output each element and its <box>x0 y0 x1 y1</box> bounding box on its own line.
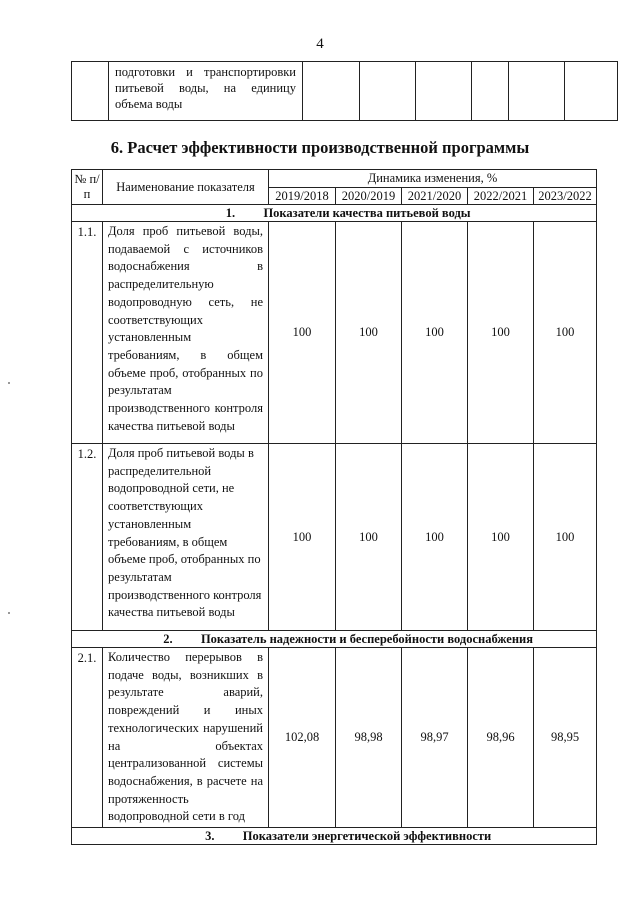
scan-mark <box>8 382 10 384</box>
continuation-value-cell <box>360 62 416 121</box>
row-value: 100 <box>402 444 468 631</box>
page-number: 4 <box>316 36 324 52</box>
header-period: 2019/2018 <box>269 188 336 205</box>
header-period: 2023/2022 <box>534 188 597 205</box>
row-value: 100 <box>402 222 468 444</box>
row-value: 100 <box>336 444 402 631</box>
section-title: 6. Расчет эффективности производственной программы <box>110 138 530 157</box>
scan-mark <box>8 612 10 614</box>
row-value: 98,97 <box>402 648 468 828</box>
row-number: 2.1. <box>72 648 103 828</box>
section-title-text: Показатель надежности и бесперебойности водоснабжения <box>200 632 534 646</box>
table-row <box>72 444 597 631</box>
header-period: 2022/2021 <box>468 188 534 205</box>
header-period: 2020/2019 <box>336 188 402 205</box>
row-value: 100 <box>468 444 534 631</box>
continuation-table <box>71 61 618 121</box>
section-header <box>72 631 597 648</box>
row-value: 100 <box>269 444 336 631</box>
section-title-text: Показатели энергетической эффективности <box>242 829 492 844</box>
row-value: 98,96 <box>468 648 534 828</box>
row-value: 102,08 <box>269 648 336 828</box>
section-header <box>72 205 597 222</box>
efficiency-table <box>71 169 597 845</box>
row-value: 100 <box>336 222 402 444</box>
section-number: 1. <box>225 206 236 220</box>
continuation-row <box>72 62 618 121</box>
header-period: 2021/2020 <box>402 188 468 205</box>
row-name: Доля проб питьевой воды в распределительной водопроводной сети, не соответствующих установленным требованиям, в общем объеме проб, отобранных по результатам производственного контроля качества питьевой воды <box>103 444 269 631</box>
continuation-text: подготовки и транспортировки питьевой воды, на единицу объема воды <box>115 65 296 111</box>
row-value: 100 <box>269 222 336 444</box>
section-number: 3. <box>205 829 215 844</box>
section-header-row <box>72 828 597 845</box>
row-name: Количество перерывов в подаче воды, возникших в результате аварий, повреждений и иных технологических нарушений на объектах централизованной системы водоснабжения, в расчете на протяженность водопроводной сети в год <box>103 648 269 828</box>
row-value: 100 <box>468 222 534 444</box>
header-name: Наименование показателя <box>103 170 269 205</box>
table-row <box>72 648 597 828</box>
section-number: 2. <box>163 632 173 646</box>
continuation-value-cell <box>303 62 360 121</box>
section-header-row <box>72 205 597 222</box>
header-dynamics: Динамика изменения, % <box>269 170 597 188</box>
row-value: 100 <box>534 222 597 444</box>
header-num: № п/п <box>72 170 103 205</box>
header-row <box>72 170 597 188</box>
continuation-value-cell <box>416 62 472 121</box>
continuation-value-cell <box>509 62 565 121</box>
row-value: 100 <box>534 444 597 631</box>
row-number: 1.1. <box>72 222 103 444</box>
row-value: 98,98 <box>336 648 402 828</box>
row-number: 1.2. <box>72 444 103 631</box>
section-header-row <box>72 631 597 648</box>
continuation-value-cell <box>565 62 618 121</box>
continuation-name-cell <box>109 62 303 121</box>
section-title-text: Показатели качества питьевой воды <box>263 206 471 220</box>
row-name: Доля проб питьевой воды, подаваемой с источников водоснабжения в распределительную водопроводную сеть, не соответствующих установленным требованиям, в общем объеме проб, отобранных по результатам производственного контроля качества питьевой воды <box>103 222 269 444</box>
section-header <box>72 828 597 845</box>
continuation-num-cell <box>72 62 109 121</box>
row-value: 98,95 <box>534 648 597 828</box>
table-row <box>72 222 597 444</box>
continuation-value-cell <box>472 62 509 121</box>
